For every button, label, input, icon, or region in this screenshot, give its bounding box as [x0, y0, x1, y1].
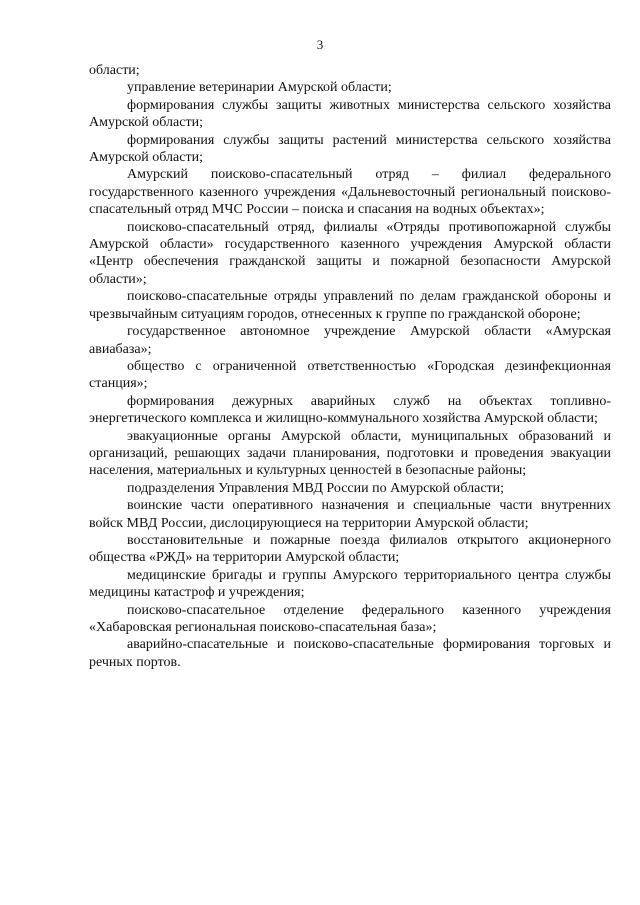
page-number: 3	[316, 37, 324, 52]
paragraph: общество с ограниченной ответственностью «Городская дезинфекционная станция»;	[89, 358, 611, 392]
paragraph: поисково-спасательное отделение федерального казенного учреждения «Хабаровская региональная поисково-спасательная база»;	[89, 602, 611, 635]
paragraph: Амурский поисково-спасательный отряд – филиал федерального государственного казенного учреждения «Дальневосточный региональный поисково-спасательный отряд МЧС России – поиска и спасания на водных объектах»;	[89, 167, 611, 218]
paragraph: эвакуационные органы Амурской области, муниципальных образований и организаций, решающих задачи планирования, подготовки и проведения эвакуации населения, материальных и культурных ценностей в безопасные районы;	[89, 428, 611, 479]
paragraph: области;	[89, 63, 140, 78]
paragraph: поисково-спасательный отряд, филиалы «Отряды противопожарной службы Амурской области» государственного казенного учреждения Амурской области «Центр обеспечения гражданской защиты и пожарной безопасности Амурской области»;	[89, 219, 611, 287]
paragraph: формирования службы защиты растений министерства сельского хозяйства Амурской области;	[89, 132, 611, 166]
paragraph: воинские части оперативного назначения и специальные части внутренних войск МВД России, дислоцирующиеся на территории Амурской области;	[89, 498, 611, 531]
paragraph: формирования службы защиты животных министерства сельского хозяйства Амурской области;	[89, 97, 611, 131]
paragraph: подразделения Управления МВД России по Амурской области;	[127, 480, 505, 496]
paragraph: управление ветеринарии Амурской области;	[127, 80, 392, 96]
paragraph: поисково-спасательные отряды управлений по делам гражданской обороны и чрезвычайным ситуациям городов, отнесенных к группе по гражданской обороне;	[89, 289, 611, 322]
paragraph: медицинские бригады и группы Амурского территориального центра службы медицины катастроф и учреждения;	[89, 567, 611, 601]
document-body	[89, 62, 611, 671]
paragraph: восстановительные и пожарные поезда филиалов открытого акционерного общества «РЖД» на территории Амурской области;	[89, 532, 611, 566]
paragraph: формирования дежурных аварийных служб на объектах топливно-энергетического комплекса и жилищно-коммунального хозяйства Амурской области;	[89, 393, 611, 427]
paragraph: государственное автономное учреждение Амурской области «Амурская авиабаза»;	[89, 324, 611, 357]
paragraph: аварийно-спасательные и поисково-спасательные формирования торговых и речных портов.	[89, 637, 611, 670]
